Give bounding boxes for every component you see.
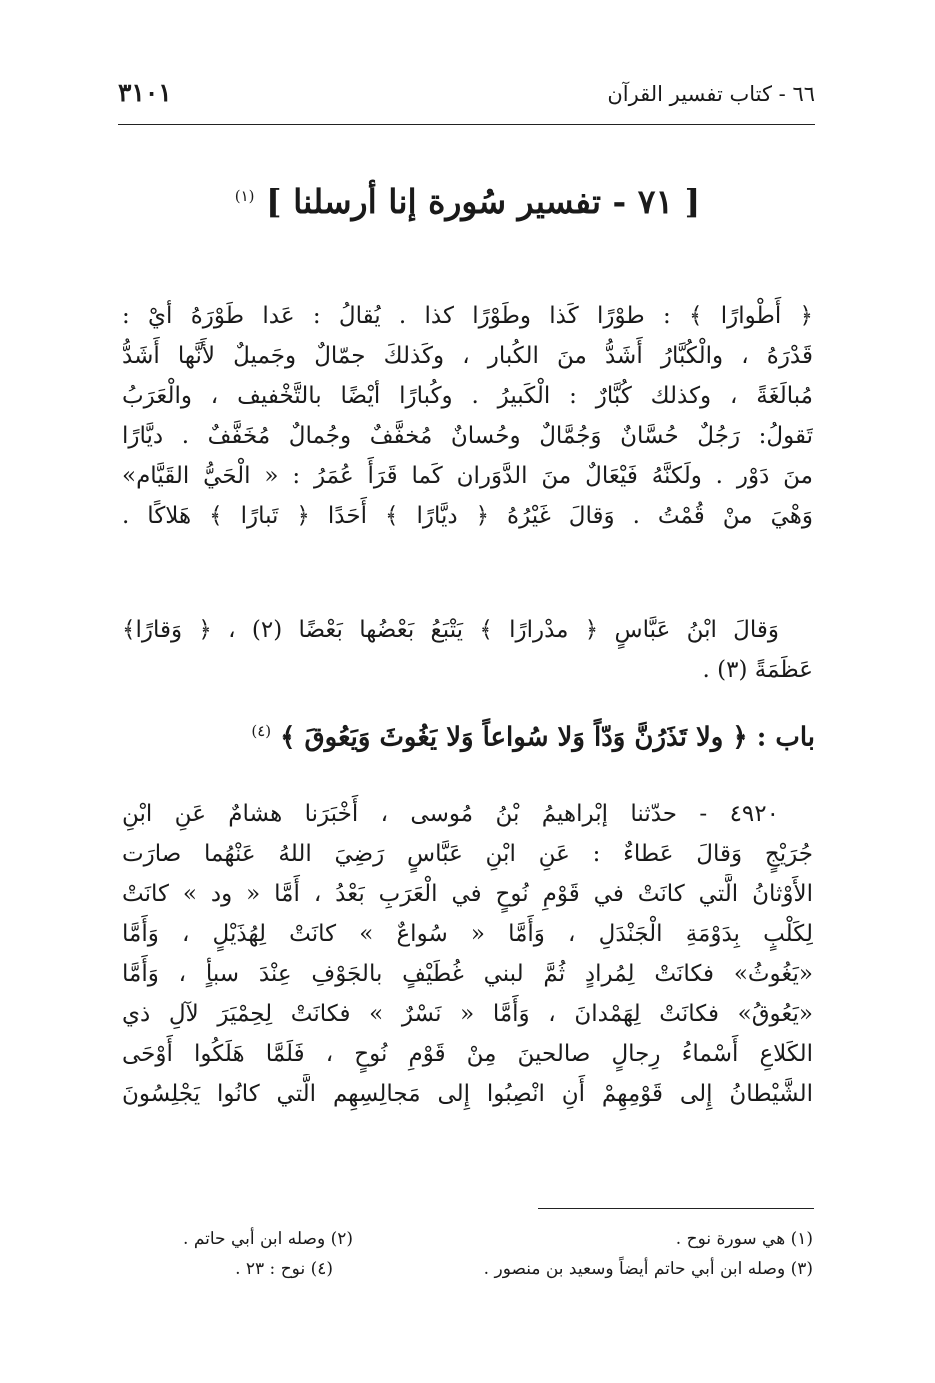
text-line: الشَّيْطانُ إِلى قَوْمِهِمْ أَنِ انْصِبُوا إِلى مَجالِسِهِم الَّتي كانُوا يَجْلِسُونَ [122, 1081, 813, 1107]
footnote-1: (١) هي سورة نوح . [675, 1229, 813, 1249]
text-line: «يَعُوقُ» فكانَتْ لِهَمْدانَ ، وَأَمَّا « نَسْرٌ » فكانَتْ لِحِمْيَرَ لآلِ ذي [122, 1001, 813, 1027]
paragraph-atwaran [122, 296, 813, 536]
text-line: قَدْرَهُ ، والْكُبَّارُ أَشَدُّ منَ الكُبار ، وكَذلكَ جمّالٌ وجَميلٌ لأَنَّها أَشَدُّ [122, 343, 813, 369]
footnote-4: (٤) نوح : ٢٣ . [235, 1259, 333, 1279]
footnote-row [122, 1224, 813, 1254]
footnotes [122, 1224, 813, 1284]
text-line: عَظَمَةً (٣) . [702, 657, 813, 683]
text-line: تَقولُ: رَجُلٌ حُسَّانٌ وَجُمَّالٌ وحُسانٌ مُخفَّفٌ وجُمالٌ مُخَفَّفٌ . ديَّارًا [122, 423, 813, 449]
text-line: منَ دَوْر . ولَكنَّهُ فَيْعَالٌ منَ الدَّوَران كَما قَرَأَ عُمَرُ : « الْحَيُّ القَيَّام» [122, 463, 813, 489]
text-line: «يَغُوثُ» فكانَتْ لِمُرادٍ ثُمَّ لبني غُطَيْفٍ بالجَوْفِ عِنْدَ سبأٍ ، وَأَمَّا [122, 961, 813, 987]
paragraph-ibn-abbas [122, 610, 813, 690]
bab-heading-text: باب : ﴿ ولا تَذَرُنَّ وَدّاً وَلا سُواعاً وَلا يَغُوثَ وَيَعُوقَ ﴾ [280, 722, 815, 753]
page-header [118, 78, 815, 118]
hadith-4920 [122, 794, 813, 1114]
footnote-3: (٣) وصله ابن أبي حاتم أيضاً وسعيد بن منصور . [483, 1259, 813, 1279]
text-line: وَهْيَ منْ قُمْتُ . وَقالَ غَيْرُهُ ﴿ ديَّارًا ﴾ أَحَدًا ﴿ تَبارًا ﴾ هَلاكًا . [122, 503, 813, 529]
text-line: وَقالَ ابْنُ عَبَّاسٍ ﴿ مدْرارًا ﴾ يَتْبَعُ بَعْضُها بَعْضًا (٢) ، ﴿ وَقارًا﴾ [122, 617, 779, 643]
running-title: ٦٦ - كتاب تفسير القرآن [607, 82, 815, 106]
text-line: الأَوْثانُ الَّتي كانَتْ في قَوْمِ نُوحٍ في الْعَرَبِ بَعْدُ ، أَمَّا « ود » كانَتْ [122, 881, 813, 907]
footnote-marker: (١) [234, 187, 255, 205]
footnote-2: (٢) وصله ابن أبي حاتم . [183, 1229, 353, 1249]
text-line: مُبالَغَةً ، وكذلك كُبَّارٌ : الْكَبيرُ . وكُبارًا أيْضًا بالتَّخْفيف ، والْعَرَبُ [122, 383, 813, 409]
page-number: ٣١٠١ [118, 78, 172, 107]
surah-title [100, 182, 835, 221]
footnote-marker: (٤) [251, 722, 272, 740]
header-rule [118, 124, 815, 125]
footnote-row [122, 1254, 813, 1284]
text-line: جُرَيْجٍ وَقالَ عَطاءٌ : عَنِ ابْنِ عَبَّاسٍ رَضِيَ اللهُ عَنْهُما صارَت [122, 841, 813, 867]
text-line: ٤٩٢٠ - حدّثنا إبْراهيمُ بْنُ مُوسى ، أَخْبَرَنا هشامٌ عَنِ ابْنِ [122, 801, 779, 827]
text-line: الكَلاعِ أَسْماءُ رِجالٍ صالحينَ مِنْ قَوْمِ نُوحٍ ، فَلَمَّا هَلَكُوا أَوْحَى [122, 1041, 813, 1067]
surah-title-text: [ ٧١ - تفسير سُورة إنا أرسلنا ] [265, 182, 701, 221]
footnote-rule [538, 1208, 814, 1209]
text-line: لِكَلْبٍ بِدَوْمَةِ الْجَنْدَلِ ، وَأَمَّا « سُواعٌ » كانَتْ لِهُذَيْلٍ ، وَأَمَّا [122, 921, 813, 947]
bab-heading [100, 722, 815, 753]
text-line: ﴿ أَطْوارًا ﴾ : طوْرًا كَذا وطَوْرًا كذا . يُقالُ : عَدا طَوْرَهُ أيْ : [122, 303, 813, 329]
